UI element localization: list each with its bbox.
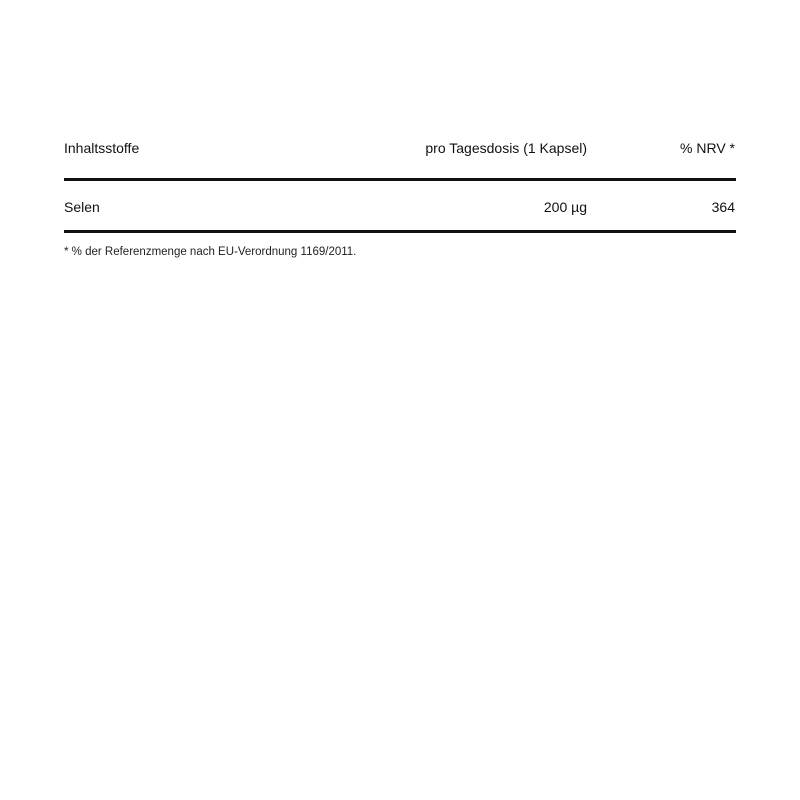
header-daily-dose: pro Tagesdosis (1 Kapsel)	[425, 140, 587, 156]
table-header-row	[64, 132, 736, 178]
header-nrv: % NRV *	[680, 140, 735, 156]
table-bottom-divider	[64, 230, 736, 233]
header-ingredients: Inhaltsstoffe	[64, 140, 140, 156]
table-row	[64, 181, 736, 230]
footnote: * % der Referenzmenge nach EU-Verordnung 1169/2011.	[64, 246, 357, 258]
row-nrv-value: 364	[711, 199, 735, 215]
row-ingredient-name: Selen	[64, 199, 100, 215]
nutrition-table	[64, 132, 736, 233]
row-daily-dose: 200 µg	[543, 199, 587, 215]
